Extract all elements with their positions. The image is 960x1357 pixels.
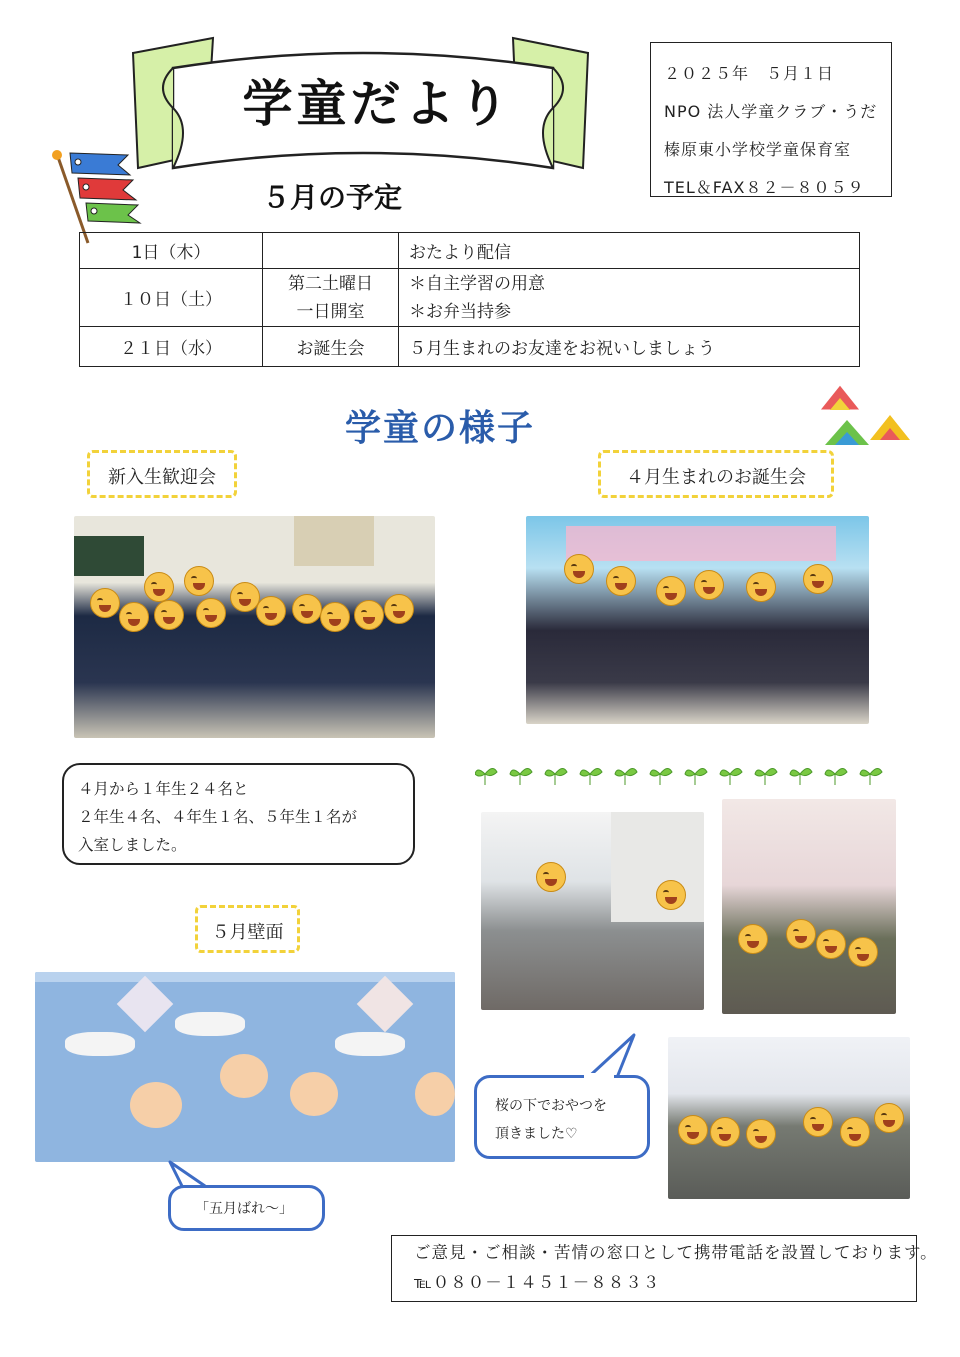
face-sticker-icon: [803, 564, 833, 594]
face-sticker-icon: [694, 570, 724, 600]
face-sticker-icon: [746, 572, 776, 602]
contact-phone: ℡０８０－１４５１－８８３３: [414, 1273, 661, 1292]
sprouts-decoration-icon: [475, 760, 895, 790]
speech-bubble-wall: 「五月ばれ～」: [168, 1185, 325, 1231]
face-sticker-icon: [816, 929, 846, 959]
face-sticker-icon: [746, 1119, 776, 1149]
speech-bubble-sakura: [474, 1075, 650, 1159]
page-title: 学童だより: [242, 75, 513, 133]
table-row: [80, 233, 860, 269]
kabuto-face-icon: [415, 1072, 455, 1116]
face-sticker-icon: [196, 598, 226, 628]
carp-icon: [65, 1032, 135, 1056]
face-sticker-icon: [256, 596, 286, 626]
bubble-text-line: 頂きました♡: [495, 1126, 578, 1142]
schedule-heading: ５月の予定: [262, 181, 403, 214]
label-welcome: 新入生歓迎会: [87, 450, 237, 498]
face-sticker-icon: [354, 600, 384, 630]
face-sticker-icon: [678, 1115, 708, 1145]
kabuto-face-icon: [290, 1072, 338, 1116]
face-sticker-icon: [606, 566, 636, 596]
face-sticker-icon: [803, 1107, 833, 1137]
photo-sakura-snack: [668, 1037, 910, 1199]
location: 榛原東小学校学童保育室: [664, 140, 852, 159]
label-wall: ５月壁面: [195, 905, 300, 953]
schedule-event: [263, 233, 399, 269]
info-box: [650, 42, 892, 197]
face-sticker-icon: [656, 576, 686, 606]
photo-sakura-picnic: [722, 799, 896, 1014]
face-sticker-icon: [840, 1117, 870, 1147]
schedule-note: ＊自主学習の用意 ＊お弁当持参: [399, 269, 860, 327]
issue-date: ２０２５年 ５月１日: [664, 64, 835, 83]
koinobori-icon: [48, 145, 148, 245]
face-sticker-icon: [848, 937, 878, 967]
face-sticker-icon: [536, 862, 566, 892]
table-row: [80, 269, 860, 327]
label-birthday: ４月生まれのお誕生会: [598, 450, 834, 498]
carp-icon: [175, 1012, 245, 1036]
photo-wall-decoration: [35, 972, 455, 1162]
face-sticker-icon: [656, 880, 686, 910]
schedule-event: 第二土曜日 一日開室: [263, 269, 399, 327]
schedule-date: ２１日（水）: [80, 327, 263, 367]
section-title: 学童の様子: [345, 408, 536, 449]
contact-box: [391, 1235, 938, 1302]
pinwheel-icon: [357, 976, 414, 1033]
welcome-text-line: 入室しました。: [78, 836, 187, 854]
schedule-note: ５月生まれのお友達をお祝いしましょう: [399, 327, 860, 367]
contact-text: ご意見・ご相談・苦情の窓口として携帯電話を設置しております。: [414, 1243, 938, 1262]
face-sticker-icon: [738, 924, 768, 954]
schedule-table: [79, 232, 860, 367]
bubble-text-line: 桜の下でおやつを: [495, 1098, 607, 1114]
face-sticker-icon: [874, 1103, 904, 1133]
organization: NPO 法人学童クラブ・うだ: [664, 102, 878, 121]
face-sticker-icon: [320, 602, 350, 632]
face-sticker-icon: [119, 602, 149, 632]
kabuto-face-icon: [130, 1082, 182, 1128]
face-sticker-icon: [384, 594, 414, 624]
face-sticker-icon: [710, 1117, 740, 1147]
face-sticker-icon: [154, 600, 184, 630]
face-sticker-icon: [90, 588, 120, 618]
schedule-event: お誕生会: [263, 327, 399, 367]
schedule-date: １０日（土）: [80, 269, 263, 327]
face-sticker-icon: [292, 594, 322, 624]
table-row: [80, 327, 860, 367]
welcome-text-line: ２年生４名、４年生１名、５年生１名が: [78, 808, 358, 826]
photo-sakura-building: [481, 812, 704, 1010]
schedule-date: 1日（木）: [80, 233, 263, 269]
welcome-note: [62, 763, 415, 865]
carp-icon: [335, 1032, 405, 1056]
face-sticker-icon: [144, 572, 174, 602]
pinwheel-icon: [117, 976, 174, 1033]
photo-welcome-party: [74, 516, 435, 738]
welcome-text-line: ４月から１年生２４名と: [78, 780, 249, 798]
face-sticker-icon: [564, 554, 594, 584]
face-sticker-icon: [184, 566, 214, 596]
kabuto-face-icon: [220, 1054, 268, 1098]
schedule-note: おたより配信: [399, 233, 860, 269]
photo-birthday-party: [526, 516, 869, 724]
face-sticker-icon: [786, 919, 816, 949]
kabuto-decoration-icon: [815, 370, 915, 460]
phone-fax: TEL＆FAX８２－８０５９: [664, 178, 865, 197]
